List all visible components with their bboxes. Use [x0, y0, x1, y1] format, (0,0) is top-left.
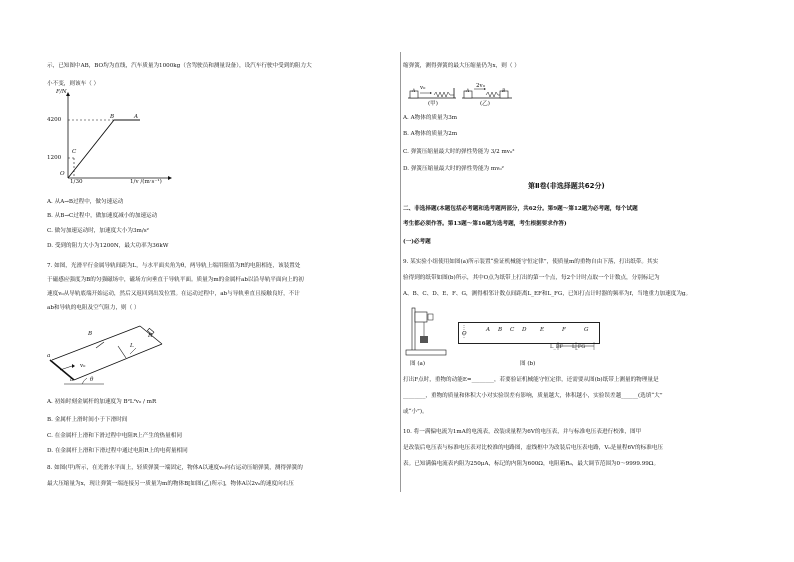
graph-y-axis-label: F/N — [56, 89, 67, 95]
tape-point-a: A — [486, 327, 491, 333]
q6-option-b: B. 从B→C过程中，做加速度减小的加速运动 — [47, 213, 158, 219]
fig7-label-v0: v₀ — [80, 363, 86, 369]
q8-continued: 缩弹簧，测得弹簧的最大压缩量仍为x，则（ ） — [403, 63, 520, 69]
tape-point-f: F — [562, 327, 566, 333]
q9-after-line1: 打出F点时，重物的动能E=________，若要验证机械能守恒定律，还需要从图(b)纸带上测量的物理量是 — [403, 377, 659, 383]
tape-point-d: D — [522, 327, 527, 333]
q9-after-line3: 或“小”)。 — [403, 409, 428, 415]
q6-option-a: A. 从A→B过程中，做匀速运动 — [47, 199, 124, 205]
inclined-rails-figure — [44, 318, 174, 390]
graph-y-tick-4200: 4200 — [47, 117, 62, 123]
q7-option-a: A. 初始时刻金属杆的加速度为 B²L²v₀ / mR — [47, 399, 157, 405]
fig9-label-b: 图 (b) — [520, 361, 536, 367]
fig7-label-theta: θ — [90, 377, 94, 383]
q10-line3: 表。已知满偏电流表内阻为250μA，标记的内阻为600Ω，电阻箱R₀，最大调节范围为0～9999.99Ω。 — [403, 461, 660, 467]
tape-point-g: G — [584, 327, 589, 333]
q10-line2: 是改装后电压表与标准电压表对比校准的电路图，虚线框中为改装后电压表电路，V₀是量程6V的标准电压 — [403, 445, 664, 451]
q9-after-line2: ________，重物的质量和体积大小对实验误差有影响，质量越大，体积越小，实验误差越______(选填“大” — [403, 393, 663, 399]
tape-point-o: O — [462, 331, 467, 337]
q7-line1: 7. 如图，光滑平行金属导轨间距为L，与水平面夹角为θ，两导轨上端用阻值为R的电阻相连，该装置处 — [47, 263, 301, 269]
tape-point-b: B — [498, 327, 503, 333]
q7-option-c: C. 在金属杆上滑和下滑过程中电阻R上产生的热量相同 — [47, 433, 182, 439]
tape-point-c: C — [510, 327, 515, 333]
fig7-label-b: b — [70, 377, 74, 383]
graph-x-tick: 1/30 — [70, 179, 83, 185]
fig8-label-a-jia: A — [412, 89, 416, 94]
q8-option-b: B. A物体的质量为2m — [403, 131, 458, 137]
q6-option-c: C. 做匀加速运动时，加速度大小为3m/s² — [47, 228, 149, 234]
q8-option-d: D. 弹簧压缩量最大时的弹性势能为 mv₀² — [403, 166, 504, 172]
fig8-label-2v0: 2v₀ — [476, 83, 485, 89]
q7-option-b: B. 金属杆上滑时间小于下滑时间 — [47, 417, 128, 423]
graph-point-c: C — [72, 149, 77, 155]
tape-label-l-ef: L_EF — [550, 344, 563, 350]
fig7-label-l: L — [130, 343, 134, 349]
fig7-label-b-field: B — [88, 331, 93, 337]
q8-line1: 8. 如图(甲)所示，在光滑水平面上，轻质弹簧一端固定，物体A以速度v₀向右运动压缩弹簧，测得弹簧的 — [47, 465, 303, 471]
graph-y-tick-1200: 1200 — [47, 155, 62, 161]
required-section-title: (一)必考题 — [403, 239, 431, 245]
fig8-label-yi: (乙) — [480, 101, 490, 107]
q8-option-c: C. 弹簧压缩量最大时的弹性势能为 3/2 mv₀² — [403, 149, 515, 155]
fig8-label-jia: (甲) — [428, 101, 438, 107]
graph-x-axis-label: 1/v /(m·s⁻¹) — [130, 179, 162, 185]
q9-line3: A、B、C、D、E、F、G，测得相邻计数点间距离L_EF和L_FG，已知打点计时器的频率为f，当地重力加速度为g。 — [403, 291, 692, 297]
tape-point-e: E — [540, 327, 545, 333]
fig7-label-r: R — [148, 333, 153, 339]
fig7-label-a: a — [47, 353, 51, 359]
q7-line2: 于磁感应强度为B的匀强磁场中，磁场方向垂直于导轨平面。质量为m的金属杆ab以沿导轨平面向上的初 — [47, 277, 304, 283]
q10-line1: 10. 将一满偏电流为1mA的电流表，改装成量程为6V的电压表，并与标准电压表进行校准，图甲 — [403, 429, 642, 435]
q6-intro-line1: 示，已知图中AB，BO均为直线，汽车质量为1000kg（含驾驶员和测量设备），设汽车行驶中受到的阻力大 — [47, 63, 312, 69]
q6-option-d: D. 受到的阻力大小为1200N，最大功率为36kW — [47, 243, 169, 249]
tape-label-l-fg: L_FG — [572, 344, 586, 350]
fig9-label-a: 图 (a) — [410, 361, 426, 367]
q7-line3: 速度v₀从导轨底端开始运动，然后又返回到出发位置。在运动过程中，ab与导轨垂直且接触良好，不计 — [47, 291, 300, 297]
column-divider — [400, 52, 401, 492]
paper-tape-marks — [458, 322, 600, 358]
q6-intro-line2: 小不变，则该车（ ） — [47, 81, 100, 87]
part2-instructions-line1: 二、非选择题(本题包括必考题和选考题两部分，共62分。第9题～第12题为必考题，每个试题 — [403, 206, 638, 212]
part2-instructions-line2: 考生都必须作答。第13题～第16题为选考题，考生根据要求作答) — [403, 221, 567, 227]
part2-title: 第Ⅱ卷(非选择题共62分) — [528, 182, 605, 190]
graph-origin: O — [60, 171, 65, 177]
q9-line2: 验得到的纸带如图(b)所示，其中O点为纸带上打出的第一个点，每2个计时点取一个计数点，分别标记为 — [403, 275, 660, 281]
q9-line1: 9. 某实验小组使用如图(a)所示装置“验证机械能守恒定律”，使质量m的重物自由下落，打出纸带。其实 — [403, 259, 659, 265]
fig8-label-a-yi: A — [466, 89, 470, 94]
graph-point-b: B — [110, 114, 115, 120]
fig8-label-b-yi: B — [502, 89, 506, 94]
graph-point-a: A — [134, 114, 139, 120]
q8-line2: 最大压缩量为x，现让弹簧一端连接另一质量为m的物体B[如图(乙)所示]，物体A以2v₀的速度向右压 — [47, 481, 294, 487]
q8-option-a: A. A物体的质量为3m — [403, 115, 458, 121]
fig8-label-v0: v₀ — [420, 85, 426, 91]
q9-apparatus-figure — [404, 304, 456, 358]
q7-line4: ab和导轨的电阻及空气阻力，则（ ） — [47, 305, 140, 311]
q7-option-d: D. 在金属杆上滑和下滑过程中通过电阻R上的电荷量相同 — [47, 448, 188, 454]
